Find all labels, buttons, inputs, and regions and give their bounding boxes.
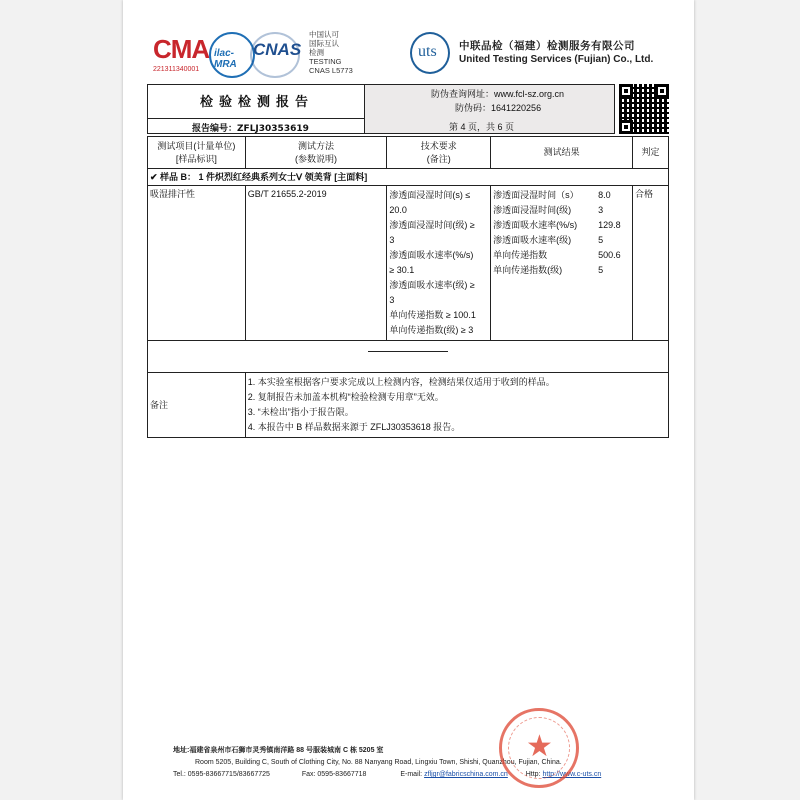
end-divider bbox=[368, 351, 448, 352]
address-en: Room 5205, Building C, South of Clothing City, No. 88 Nanyang Road, Lingxiu Town, Shishi, Quanzhou, Fujian, China. bbox=[195, 759, 562, 766]
anti-fake-box bbox=[365, 84, 615, 134]
report-page bbox=[123, 0, 694, 800]
header-method: 测试方法 (参数说明) bbox=[245, 137, 387, 169]
company-name-en: United Testing Services (Fujian) Co., Ltd. bbox=[459, 54, 654, 65]
anti-fake-url: 防伪查询网址：www.fcl-sz.org.cn bbox=[431, 89, 565, 99]
sample-row bbox=[148, 169, 669, 186]
result-line: 单向传递指数 500.6 bbox=[493, 250, 621, 260]
separator-row bbox=[148, 341, 669, 373]
result-line: 渗透面浸湿时间(级) 3 bbox=[493, 205, 604, 215]
website-link[interactable]: http://www.c-uts.cn bbox=[542, 771, 602, 778]
result-line: 渗透面浸湿时间（s） 8.0 bbox=[493, 190, 611, 200]
verdict: 合格 bbox=[633, 186, 669, 341]
table-row bbox=[148, 186, 669, 341]
header-result: 测试结果 bbox=[491, 137, 633, 169]
cnas-accreditation-text: 中国认可 国际互认 检测 TESTING CNAS L5773 bbox=[309, 30, 353, 75]
report-title-box bbox=[147, 84, 365, 134]
email-link[interactable]: zfljgr@fabricschina.com.cn bbox=[424, 771, 508, 778]
company-seal-stamp: ★ bbox=[499, 708, 579, 788]
page-info: 第 4 页，共 6 页 bbox=[449, 122, 515, 132]
ilac-mra-logo: ilac-MRA bbox=[209, 32, 255, 78]
contact-line: Tel.: 0595-83667715/83667725 Fax: 0595-83667718 E-mail: zfljgr@fabricschina.com.cn Http: http://www.c-uts.cn bbox=[173, 771, 602, 778]
address-cn: 地址:福建省泉州市石狮市灵秀镇南洋路 88 号服装城南 C 栋 5205 室 bbox=[173, 747, 384, 754]
requirements: 渗透面浸湿时间(s) ≤ 20.0 渗透面浸湿时间(级) ≥ 3 渗透面吸水速率(%/s) ≥ 30.1 渗透面吸水速率(级) ≥ 3 单向传递指数 ≥ 100.1 单向传递指数(级) ≥ 3 bbox=[387, 186, 491, 341]
result-line: 渗透面吸水速率(%/s) 129.8 bbox=[493, 220, 621, 230]
notes: 1. 本实验室根据客户要求完成以上检测内容，检测结果仅适用于收到的样品。 2. 复制报告未加盖本机构“检验检测专用章”无效。 3. “未检出”指小于报告限。 4. 本报告中 B 样品数据来源于 ZFLJ30353618 报告。 bbox=[245, 373, 668, 438]
result-line: 渗透面吸水速率(级) 5 bbox=[493, 235, 604, 245]
sample-label: ✔ 样品 B： 1 件炽烈红经典系列女士Ⅴ 领美背 [主面料] bbox=[148, 169, 669, 186]
cma-logo: CMA bbox=[153, 34, 210, 64]
method: GB/T 21655.2-2019 bbox=[245, 186, 387, 341]
notes-label: 备注 bbox=[148, 373, 246, 438]
qr-code bbox=[619, 84, 669, 134]
report-title: 检验检测报告 bbox=[199, 95, 314, 110]
header-item: 测试项目(计量单位) [样品标识] bbox=[148, 137, 246, 169]
result-line: 单向传递指数(级) 5 bbox=[493, 265, 604, 275]
header-requirement: 技术要求 (备注) bbox=[387, 137, 491, 169]
company-name-cn: 中联品检（福建）检测服务有限公司 bbox=[459, 40, 635, 52]
cnas-logo: CNAS bbox=[253, 40, 302, 59]
test-results-table bbox=[147, 136, 669, 438]
notes-row bbox=[148, 373, 669, 438]
anti-fake-code: 防伪码：1641220256 bbox=[455, 103, 542, 113]
report-number: 报告编号：ZFLJ30353619 bbox=[148, 118, 366, 134]
header-verdict: 判定 bbox=[633, 137, 669, 169]
uts-logo: uts bbox=[410, 32, 450, 74]
results bbox=[491, 186, 633, 341]
item-name: 吸湿排汗性 bbox=[148, 186, 246, 341]
cma-number: 221311340001 bbox=[153, 66, 200, 73]
table-header-row bbox=[148, 137, 669, 169]
